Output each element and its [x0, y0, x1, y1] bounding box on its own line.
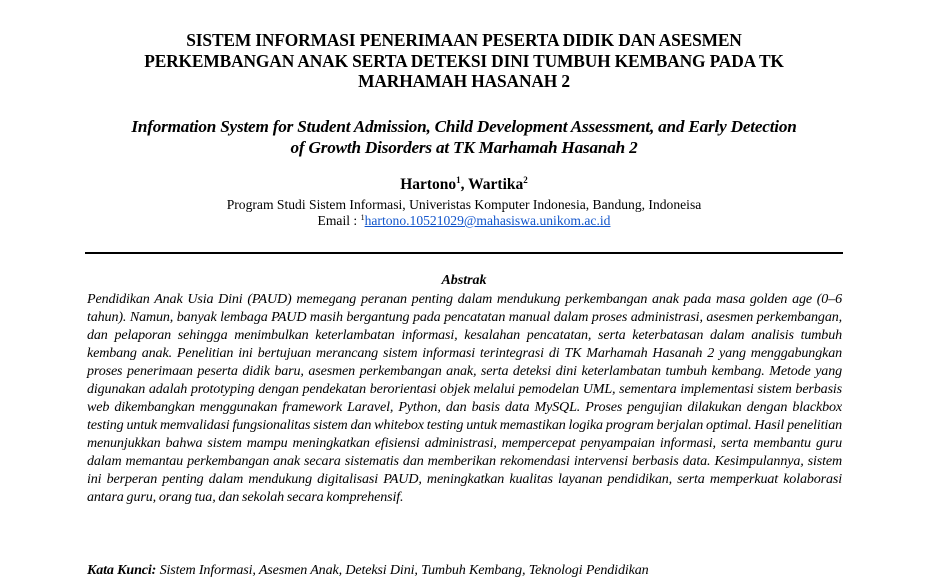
title-line: MARHAMAH HASANAH 2 [358, 71, 570, 91]
keywords-value: Sistem Informasi, Asesmen Anak, Deteksi Dini, Tumbuh Kembang, Teknologi Pendidikan [156, 562, 649, 578]
header-divider [85, 252, 843, 254]
paper-title-indonesian [85, 30, 843, 92]
author-affiliation: Program Studi Sistem Informasi, Univeristas Komputer Indonesia, Bandung, Indoneisa [226, 197, 702, 212]
title-line: PERKEMBANGAN ANAK SERTA DETEKSI DINI TUMBUH KEMBANG PADA TK [144, 50, 784, 71]
contact-email [85, 213, 843, 229]
title-line: SISTEM INFORMASI PENERIMAAN PESERTA DIDIK DAN ASESMEN [186, 30, 742, 50]
author-affiliation-mark: 2 [523, 175, 528, 185]
email-link[interactable]: hartono.10521029@mahasiswa.unikom.ac.id [364, 213, 611, 228]
email-affiliation-mark: 1 [360, 213, 365, 222]
keywords [87, 561, 842, 579]
author-name: Wartika [468, 176, 524, 193]
author-list [85, 176, 843, 194]
author-name: Hartono [400, 176, 457, 193]
author-affiliation-mark: 1 [456, 175, 461, 185]
author-separator: , [460, 176, 469, 193]
title-line: Information System for Student Admission, Child Development Assessment, and Early Detection [131, 117, 797, 136]
keywords-label: Kata Kunci: [87, 562, 157, 578]
abstract-body: Pendidikan Anak Usia Dini (PAUD) memegang peranan penting dalam mendukung perkembangan anak pada masa golden age (0–6 tahun). Namun, banyak lembaga PAUD masih bergantung pada pencatatan manual dalam proses administrasi, asesmen perkembangan, dan pelaporan sehingga menimbulkan keterlambatan informasi, kesalahan pencatatan, serta keterbatasan dalam analisis tumbuh kembang anak. Penelitian ini bertujuan merancang sistem informasi terintegrasi di TK Marhamah Hasanah 2 yang menggabungkan proses penerimaan peserta didik baru, asesmen perkembangan anak, serta deteksi dini keterlambatan tumbuh kembang. Metode yang digunakan adalah prototyping dengan pendekatan berorientasi objek melalui pemodelan UML, sementara implementasi sistem berbasis web dikembangkan menggunakan framework Laravel, Python, dan basis data MySQL. Proses pengujian dilakukan dengan blackbox testing untuk memvalidasi fungsionalitas sistem dan whitebox testing untuk memastikan logika program berjalan optimal. Hasil penelitian menunjukkan bahwa sistem mampu meningkatkan efisiensi administrasi, mempercepat penyampaian informasi, serta membantu guru dalam memantau perkembangan anak secara sistematis dan memberikan rekomendasi intervensi berbasis data. Kesimpulannya, sistem ini berperan penting dalam mendukung digitalisasi PAUD, meningkatkan kualitas layanan pendidikan, serta memperkuat kolaborasi antara guru, orang tua, dan sekolah secara komprehensif. [87, 291, 842, 505]
abstract-heading: Abstrak [441, 273, 487, 288]
title-line: of Growth Disorders at TK Marhamah Hasanah 2 [290, 137, 638, 157]
paper-title-english [85, 117, 843, 158]
email-label: Email : [317, 213, 361, 228]
